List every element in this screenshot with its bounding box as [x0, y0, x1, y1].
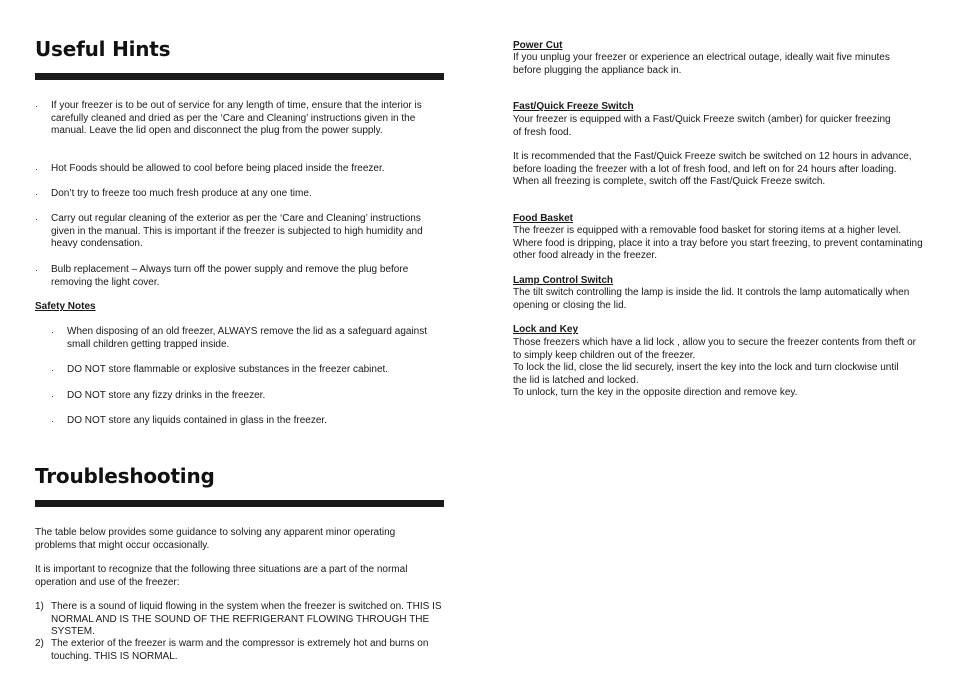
troubleshooting-intro: The table below provides some guidance to solving any apparent minor operating problems that might occur occasionally.: [35, 527, 396, 551]
troubleshooting-rule: [35, 500, 444, 507]
useful-hints-rule: [35, 73, 444, 80]
hint-bullet: · Carry out regular cleaning of the exterior as per the ‘Care and Cleaning’ instructions given in the manual. This is important if the freezer is subjected to high humidity and heavy condensation.: [35, 213, 423, 249]
safety-bullet: · DO NOT store flammable or explosive substances in the freezer cabinet.: [51, 364, 389, 375]
power-cut-heading: Power Cut: [513, 40, 563, 51]
lock-key-text-1: Those freezers which have a lid lock , allow you to secure the freezer contents from theft or to simply keep children out of the freezer.: [513, 337, 916, 361]
food-basket-heading: Food Basket: [513, 213, 574, 224]
power-cut-text: If you unplug your freezer or experience an electrical outage, ideally wait five minutes before plugging the appliance back in.: [513, 52, 890, 76]
lock-key-text-3: To unlock, turn the key in the opposite direction and remove key.: [513, 387, 798, 398]
useful-hints-title: Useful Hints: [35, 37, 171, 61]
quick-freeze-text-2: It is recommended that the Fast/Quick Freeze switch be switched on 12 hours in advance, before loading the freezer with a lot of fresh food, and left on for 24 hours after loading. When all freezing is complete, switch off the Fast/Quick Freeze switch.: [513, 151, 912, 187]
hint-bullet: · Hot Foods should be allowed to cool before being placed inside the freezer.: [35, 163, 385, 174]
safety-bullet: · DO NOT store any liquids contained in glass in the freezer.: [51, 415, 327, 426]
food-basket-text: The freezer is equipped with a removable food basket for storing items at a higher level. Where food is dripping, place it into a tray before you start freezing, to prevent contaminating other food already in the freezer.: [513, 225, 923, 261]
troubleshooting-normal-intro: It is important to recognize that the following three situations are a part of the normal operation and use of the freezer:: [35, 564, 408, 588]
hint-bullet: · If your freezer is to be out of service for any length of time, ensure that the interior is carefully cleaned and dried as per the ‘Care and Cleaning’ instructions given in the manual. Leave the lid open and disconnect the plug from the power supply.: [35, 100, 422, 136]
hint-bullet: · Bulb replacement – Always turn off the power supply and remove the plug before removing the light cover.: [35, 264, 409, 288]
quick-freeze-heading: Fast/Quick Freeze Switch: [513, 101, 634, 112]
safety-bullet: · When disposing of an old freezer, ALWAYS remove the lid as a safeguard against small children getting trapped inside.: [51, 326, 428, 350]
troubleshooting-title: Troubleshooting: [35, 464, 215, 488]
hint-bullet: · Don’t try to freeze too much fresh produce at any one time.: [35, 188, 312, 199]
lock-key-heading: Lock and Key: [513, 324, 579, 335]
lock-key-text-2: To lock the lid, close the lid securely, insert the key into the lock and turn clockwise until the lid is latched and locked.: [513, 362, 899, 386]
safety-bullet: · DO NOT store any fizzy drinks in the freezer.: [51, 390, 266, 401]
safety-notes-heading: Safety Notes: [35, 301, 96, 312]
lamp-control-text: The tilt switch controlling the lamp is inside the lid. It controls the lamp automatically when opening or closing the lid.: [513, 287, 910, 311]
troubleshooting-item: 1) There is a sound of liquid flowing in the system when the freezer is switched on. THIS IS NORMAL AND IS THE SOUND OF THE REFRIGERANT FLOWING THROUGH THE SYSTEM.: [35, 601, 442, 637]
troubleshooting-item: 2) The exterior of the freezer is warm and the compressor is extremely hot and burns on touching. THIS IS NORMAL.: [35, 638, 429, 662]
lamp-control-heading: Lamp Control Switch: [513, 275, 613, 286]
quick-freeze-text-1: Your freezer is equipped with a Fast/Quick Freeze switch (amber) for quicker freezing of fresh food.: [513, 114, 891, 138]
